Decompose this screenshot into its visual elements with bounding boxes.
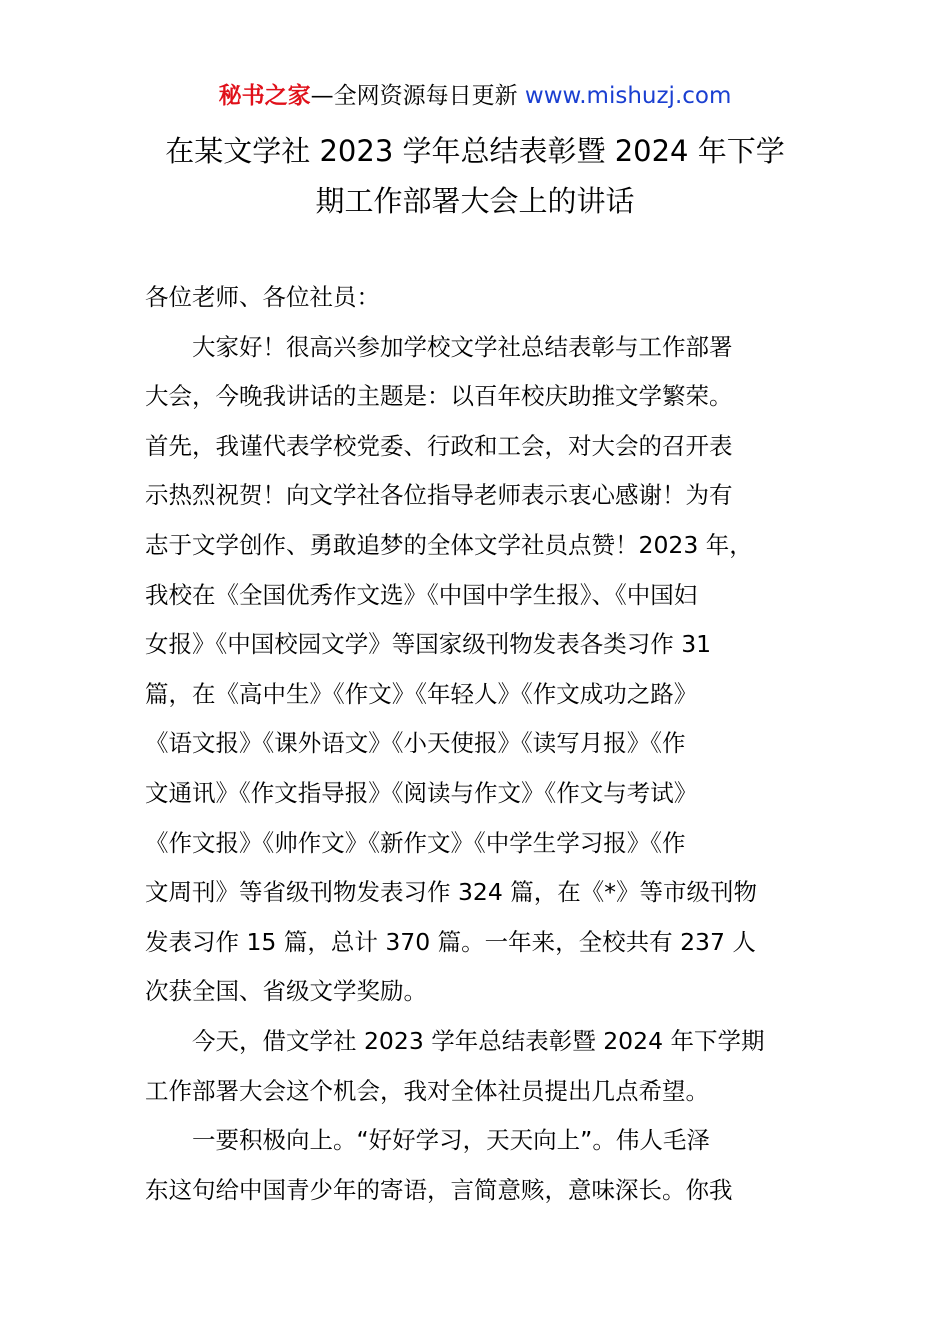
document-title <box>100 126 850 226</box>
body-line: 女报》《中国校园文学》等国家级刊物发表各类习作 31 <box>145 630 712 659</box>
body-line: 大会，今晚我讲话的主题是：以百年校庆助推文学繁荣。 <box>145 382 733 411</box>
body-line: 篇，在《高中生》《作文》《年轻人》《作文成功之路》 <box>145 679 698 708</box>
body-line: 《作文报》《帅作文》《新作文》《中学生学习报》《作 <box>145 828 686 857</box>
body-line: 示热烈祝贺！向文学社各位指导老师表示衷心感谢！为有 <box>145 481 733 510</box>
brand-name: 秘书之家 <box>218 83 311 109</box>
body-line-salutation: 各位老师、各位社员： <box>145 283 380 311</box>
header-tagline: —全网资源每日更新 <box>310 83 525 109</box>
body-line: 今天，借文学社 2023 学年总结表彰暨 2024 年下学期 <box>145 1026 765 1055</box>
body-line: 我校在《全国优秀作文选》《中国中学生报》、《中国妇 <box>145 580 698 609</box>
body-line: 东这句给中国青少年的寄语，言简意赅，意味深长。你我 <box>145 1175 733 1204</box>
body-line: 《语文报》《课外语文》《小天使报》《读写月报》《作 <box>145 729 686 758</box>
title-line-1: 在某文学社 2023 学年总结表彰暨 2024 年下学 <box>165 134 785 168</box>
site-header <box>0 80 950 112</box>
body-line: 文周刊》等省级刊物发表习作 324 篇，在《*》等市级刊物 <box>145 878 758 907</box>
site-url-link[interactable]: www.mishuzj.com <box>524 83 732 109</box>
body-line: 发表习作 15 篇，总计 370 篇。一年来，全校共有 237 人 <box>145 927 756 956</box>
document-body <box>145 273 810 1215</box>
body-line: 大家好！很高兴参加学校文学社总结表彰与工作部署 <box>145 332 733 361</box>
body-line: 首先，我谨代表学校党委、行政和工会，对大会的召开表 <box>145 431 733 460</box>
body-line: 志于文学创作、勇敢追梦的全体文学社员点赞！2023 年， <box>145 530 753 559</box>
body-line: 工作部署大会这个机会，我对全体社员提出几点希望。 <box>145 1076 709 1105</box>
title-line-2: 期工作部署大会上的讲话 <box>315 184 635 218</box>
body-line: 文通讯》《作文指导报》《阅读与作文》《作文与考试》 <box>145 778 698 807</box>
body-line: 一要积极向上。“好好学习，天天向上”。伟人毛泽 <box>145 1126 710 1155</box>
body-line: 次获全国、省级文学奖励。 <box>145 977 427 1006</box>
